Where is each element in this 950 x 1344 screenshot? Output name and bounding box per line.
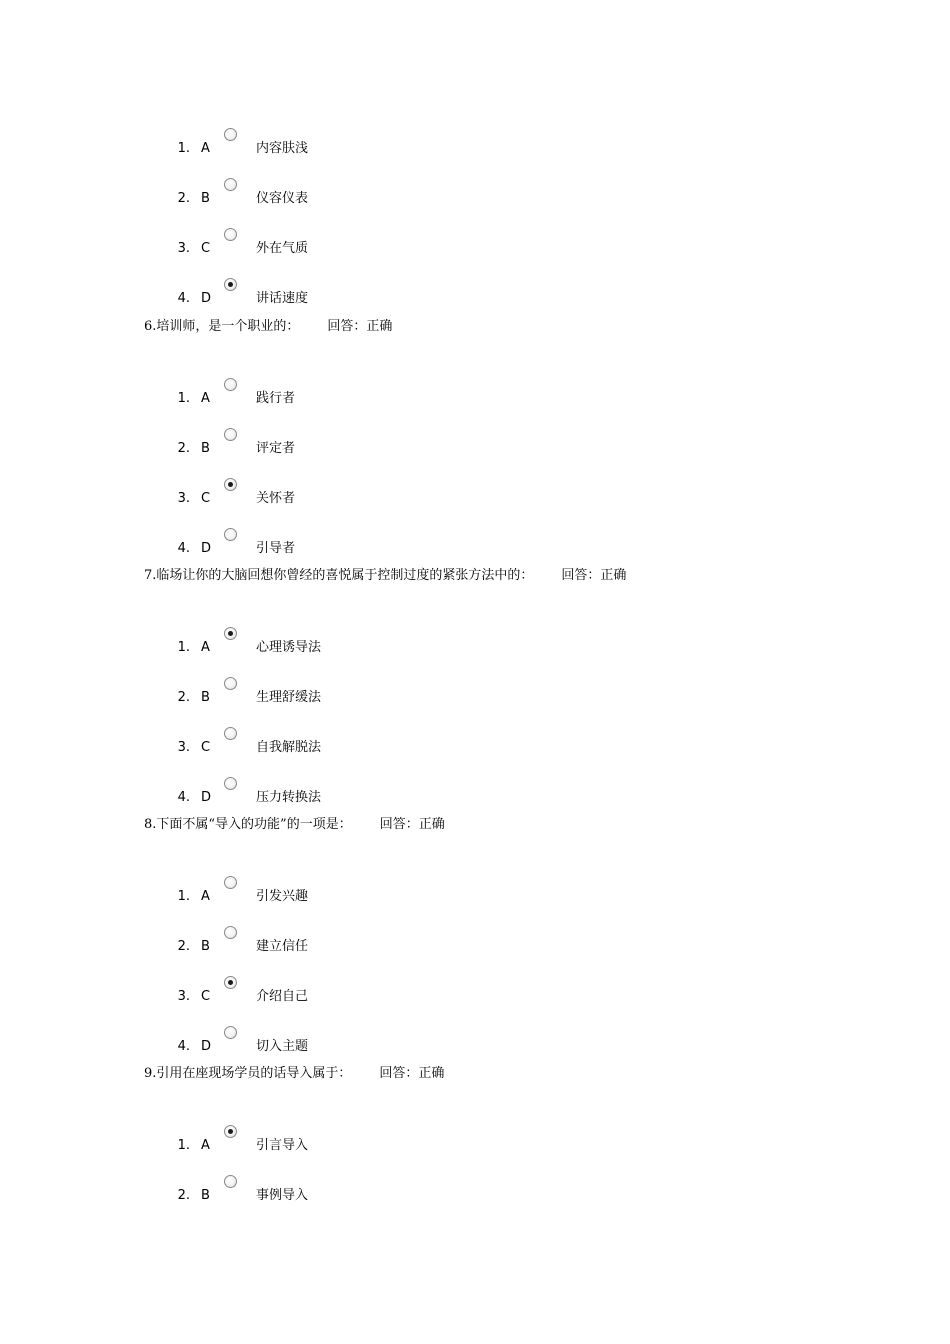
option-number: 4. [177, 790, 190, 805]
answer-option[interactable] [0, 228, 600, 268]
option-number: 2. [177, 939, 190, 954]
radio-button[interactable] [224, 1026, 237, 1039]
option-text: 仪容仪表 [256, 191, 309, 206]
option-text: 事例导入 [256, 1188, 309, 1203]
option-letter: D [201, 1039, 212, 1054]
option-number: 2. [177, 441, 190, 456]
option-number: 2. [177, 191, 190, 206]
radio-button-selected[interactable] [224, 1125, 237, 1138]
option-number: 1. [177, 391, 190, 406]
answer-status: 回答：正确 [379, 1066, 445, 1081]
radio-button[interactable] [224, 228, 237, 241]
option-letter: B [201, 191, 210, 206]
option-letter: B [201, 441, 210, 456]
option-number: 1. [177, 640, 190, 655]
answer-option[interactable] [0, 677, 600, 717]
answer-status: 回答：正确 [379, 817, 445, 832]
radio-button[interactable] [224, 128, 237, 141]
question-text: 8.下面不属“导入的功能”的一项是： [144, 817, 352, 832]
option-text: 践行者 [256, 391, 296, 406]
option-letter: D [201, 790, 212, 805]
answer-option[interactable] [0, 378, 600, 418]
option-text: 引言导入 [256, 1138, 309, 1153]
answer-option[interactable] [0, 1125, 600, 1165]
radio-button[interactable] [224, 178, 237, 191]
option-text: 内容肤浅 [256, 141, 309, 156]
answer-option[interactable] [0, 178, 600, 218]
answer-option[interactable] [0, 976, 600, 1016]
option-letter: B [201, 939, 210, 954]
answer-option[interactable] [0, 926, 600, 966]
option-text: 压力转换法 [256, 790, 322, 805]
option-number: 4. [177, 1039, 190, 1054]
answer-option[interactable] [0, 876, 600, 916]
option-text: 生理舒缓法 [256, 690, 322, 705]
option-text: 评定者 [256, 441, 296, 456]
radio-button[interactable] [224, 428, 237, 441]
answer-option[interactable] [0, 128, 600, 168]
option-letter: C [201, 241, 211, 256]
answer-option[interactable] [0, 478, 600, 518]
option-letter: A [201, 889, 210, 904]
option-text: 建立信任 [256, 939, 309, 954]
option-letter: C [201, 989, 211, 1004]
radio-button[interactable] [224, 926, 237, 939]
question-title [144, 318, 392, 336]
answer-status: 回答：正确 [327, 319, 393, 334]
option-letter: C [201, 491, 211, 506]
option-number: 3. [177, 740, 190, 755]
option-number: 3. [177, 491, 190, 506]
option-number: 2. [177, 1188, 190, 1203]
radio-button[interactable] [224, 677, 237, 690]
option-letter: A [201, 640, 210, 655]
option-number: 4. [177, 291, 190, 306]
question-text: 6.培训师，是一个职业的： [144, 319, 300, 334]
option-letter: A [201, 141, 210, 156]
question-title [144, 1065, 444, 1083]
option-number: 1. [177, 141, 190, 156]
option-number: 1. [177, 889, 190, 904]
option-letter: D [201, 541, 212, 556]
answer-option[interactable] [0, 528, 600, 568]
option-text: 引发兴趣 [256, 889, 309, 904]
radio-button[interactable] [224, 528, 237, 541]
option-text: 切入主题 [256, 1039, 309, 1054]
option-letter: B [201, 1188, 210, 1203]
option-number: 1. [177, 1138, 190, 1153]
option-text: 外在气质 [256, 241, 309, 256]
answer-option[interactable] [0, 1175, 600, 1215]
answer-option[interactable] [0, 428, 600, 468]
option-number: 2. [177, 690, 190, 705]
option-letter: A [201, 391, 210, 406]
question-title [144, 816, 445, 834]
answer-option[interactable] [0, 777, 600, 817]
option-text: 讲话速度 [256, 291, 309, 306]
option-text: 引导者 [256, 541, 296, 556]
answer-option[interactable] [0, 727, 600, 767]
option-number: 3. [177, 989, 190, 1004]
option-number: 4. [177, 541, 190, 556]
radio-button-selected[interactable] [224, 278, 237, 291]
answer-status: 回答：正确 [561, 568, 627, 583]
question-text: 9.引用在座现场学员的话导入属于： [144, 1066, 352, 1081]
radio-button-selected[interactable] [224, 976, 237, 989]
option-letter: B [201, 690, 210, 705]
answer-option[interactable] [0, 627, 600, 667]
question-text: 7.临场让你的大脑回想你曾经的喜悦属于控制过度的紧张方法中的： [144, 568, 534, 583]
radio-button[interactable] [224, 378, 237, 391]
radio-button[interactable] [224, 727, 237, 740]
answer-option[interactable] [0, 1026, 600, 1066]
option-letter: C [201, 740, 211, 755]
option-text: 介绍自己 [256, 989, 309, 1004]
answer-option[interactable] [0, 278, 600, 318]
option-text: 心理诱导法 [256, 640, 322, 655]
radio-button[interactable] [224, 876, 237, 889]
option-text: 自我解脱法 [256, 740, 322, 755]
option-letter: D [201, 291, 212, 306]
radio-button[interactable] [224, 1175, 237, 1188]
radio-button-selected[interactable] [224, 627, 237, 640]
radio-button-selected[interactable] [224, 478, 237, 491]
radio-button[interactable] [224, 777, 237, 790]
question-title [144, 567, 626, 585]
option-letter: A [201, 1138, 210, 1153]
option-number: 3. [177, 241, 190, 256]
option-text: 关怀者 [256, 491, 296, 506]
